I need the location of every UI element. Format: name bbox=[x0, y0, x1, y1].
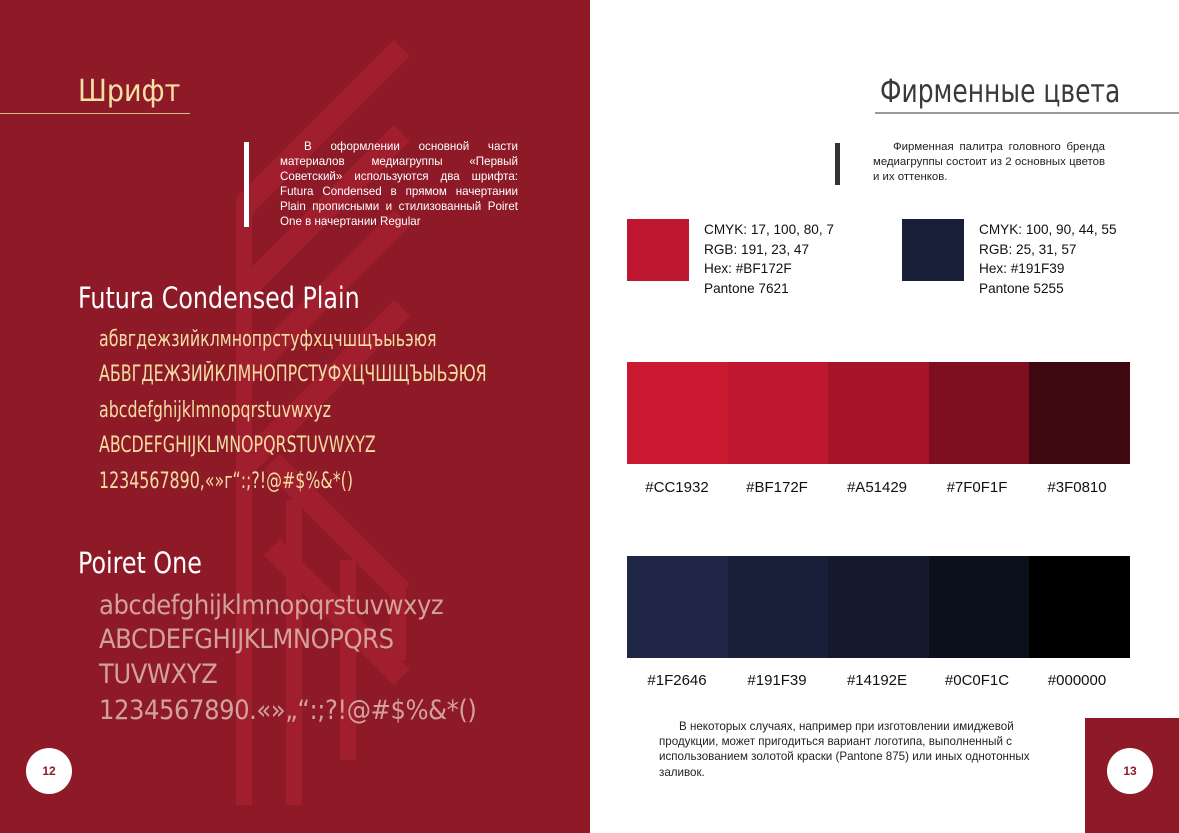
navy-shades-palette bbox=[627, 556, 1130, 658]
primary-red-spec bbox=[704, 220, 834, 298]
navy-shade-label: #191F39 bbox=[747, 672, 807, 689]
futura-sample-latin-lower: abcdefghijklmnopqrstuvwxyz bbox=[99, 398, 331, 423]
red-rgb: RGB: 191, 23, 47 bbox=[704, 241, 810, 257]
navy-shade-chip bbox=[627, 556, 728, 658]
red-shade-label: #BF172F bbox=[746, 479, 808, 496]
fonts-section-title: Шрифт bbox=[78, 74, 181, 109]
primary-navy-swatch bbox=[902, 219, 964, 281]
colors-title-underline bbox=[875, 112, 1179, 114]
poiret-font-name: Poiret One bbox=[78, 546, 202, 580]
red-shade-label: #CC1932 bbox=[645, 479, 709, 496]
red-shade-chip bbox=[627, 362, 728, 464]
navy-shade-chip bbox=[929, 556, 1030, 658]
red-shade-chip bbox=[1029, 362, 1130, 464]
red-shade-chip bbox=[929, 362, 1030, 464]
navy-rgb: RGB: 25, 31, 57 bbox=[979, 241, 1077, 257]
navy-hex: Hex: #191F39 bbox=[979, 261, 1065, 276]
page-number-right: 13 bbox=[1107, 748, 1153, 794]
red-cmyk: CMYK: 17, 100, 80, 7 bbox=[704, 222, 834, 237]
red-shade-label: #7F0F1F bbox=[946, 479, 1008, 496]
fonts-intro-text: В оформлении основной части материалов медиагруппы «Первый Советский» используются два шрифта: Futura Condensed в прямом начертании Plain прописными и стилизованный Poiret One в начертании Regular bbox=[280, 140, 518, 229]
navy-shade-chip bbox=[828, 556, 929, 658]
intro-accent-bar bbox=[244, 142, 249, 227]
gold-logo-note: В некоторых случаях, например при изготовлении имиджевой продукции, может пригодиться вариант логотипа, выполненный с использованием золотой краски (Pantone 875) или иных однотонных заливок. bbox=[659, 720, 1030, 779]
red-pantone: Pantone 7621 bbox=[704, 280, 789, 296]
futura-font-name: Futura Condensed Plain bbox=[78, 281, 360, 315]
red-shade-chip bbox=[728, 362, 829, 464]
red-hex: Hex: #BF172F bbox=[704, 261, 792, 276]
red-shade-chip bbox=[828, 362, 929, 464]
futura-sample-cyrillic-lower: абвгдежзийклмнопрстуфхцчшщъыьэюя bbox=[99, 327, 437, 352]
colors-intro-text: Фирменная палитра головного бренда медиагруппы состоит из 2 основных цветов и их оттенков. bbox=[873, 141, 1105, 184]
poiret-sample-latin-upper-1: ABCDEFGHIJKLMNOPQRS bbox=[99, 624, 394, 655]
navy-shade-label: #1F2646 bbox=[647, 672, 707, 689]
futura-sample-latin-upper: ABCDEFGHIJKLMNOPQRSTUVWXYZ bbox=[99, 433, 376, 458]
colors-intro-accent-bar bbox=[835, 143, 840, 185]
navy-shades-labels bbox=[627, 672, 1142, 689]
navy-pantone: Pantone 5255 bbox=[979, 280, 1064, 296]
navy-shade-label: #14192E bbox=[846, 672, 908, 689]
colors-section-title: Фирменные цвета bbox=[880, 72, 1121, 110]
navy-shade-chip bbox=[1029, 556, 1130, 658]
futura-sample-cyrillic-upper: АБВГДЕЖЗИЙКЛМНОПРСТУФХЦЧШЩЪЫЬЭЮЯ bbox=[99, 362, 487, 387]
page-number-left: 12 bbox=[26, 748, 72, 794]
primary-red-swatch bbox=[627, 219, 689, 281]
navy-shade-label: #000000 bbox=[1047, 672, 1107, 689]
poiret-sample-latin-lower: abcdefghijklmnopqrstuvwxyz bbox=[99, 590, 444, 621]
red-shade-label: #3F0810 bbox=[1047, 479, 1107, 496]
red-shades-palette bbox=[627, 362, 1130, 464]
navy-shade-label: #0C0F1C bbox=[944, 672, 1010, 689]
title-underline bbox=[0, 113, 190, 114]
navy-cmyk: CMYK: 100, 90, 44, 55 bbox=[979, 222, 1117, 237]
navy-shade-chip bbox=[728, 556, 829, 658]
red-shade-label: #A51429 bbox=[846, 479, 908, 496]
red-shades-labels bbox=[627, 479, 1142, 496]
futura-sample-digits: 1234567890,«»г“:;?!@#$%&*() bbox=[99, 469, 354, 494]
poiret-sample-digits: 1234567890.«»„“:;?!@#$%&*() bbox=[99, 695, 477, 726]
poiret-sample-latin-upper-2: TUVWXYZ bbox=[99, 659, 218, 690]
primary-navy-spec bbox=[979, 220, 1117, 298]
